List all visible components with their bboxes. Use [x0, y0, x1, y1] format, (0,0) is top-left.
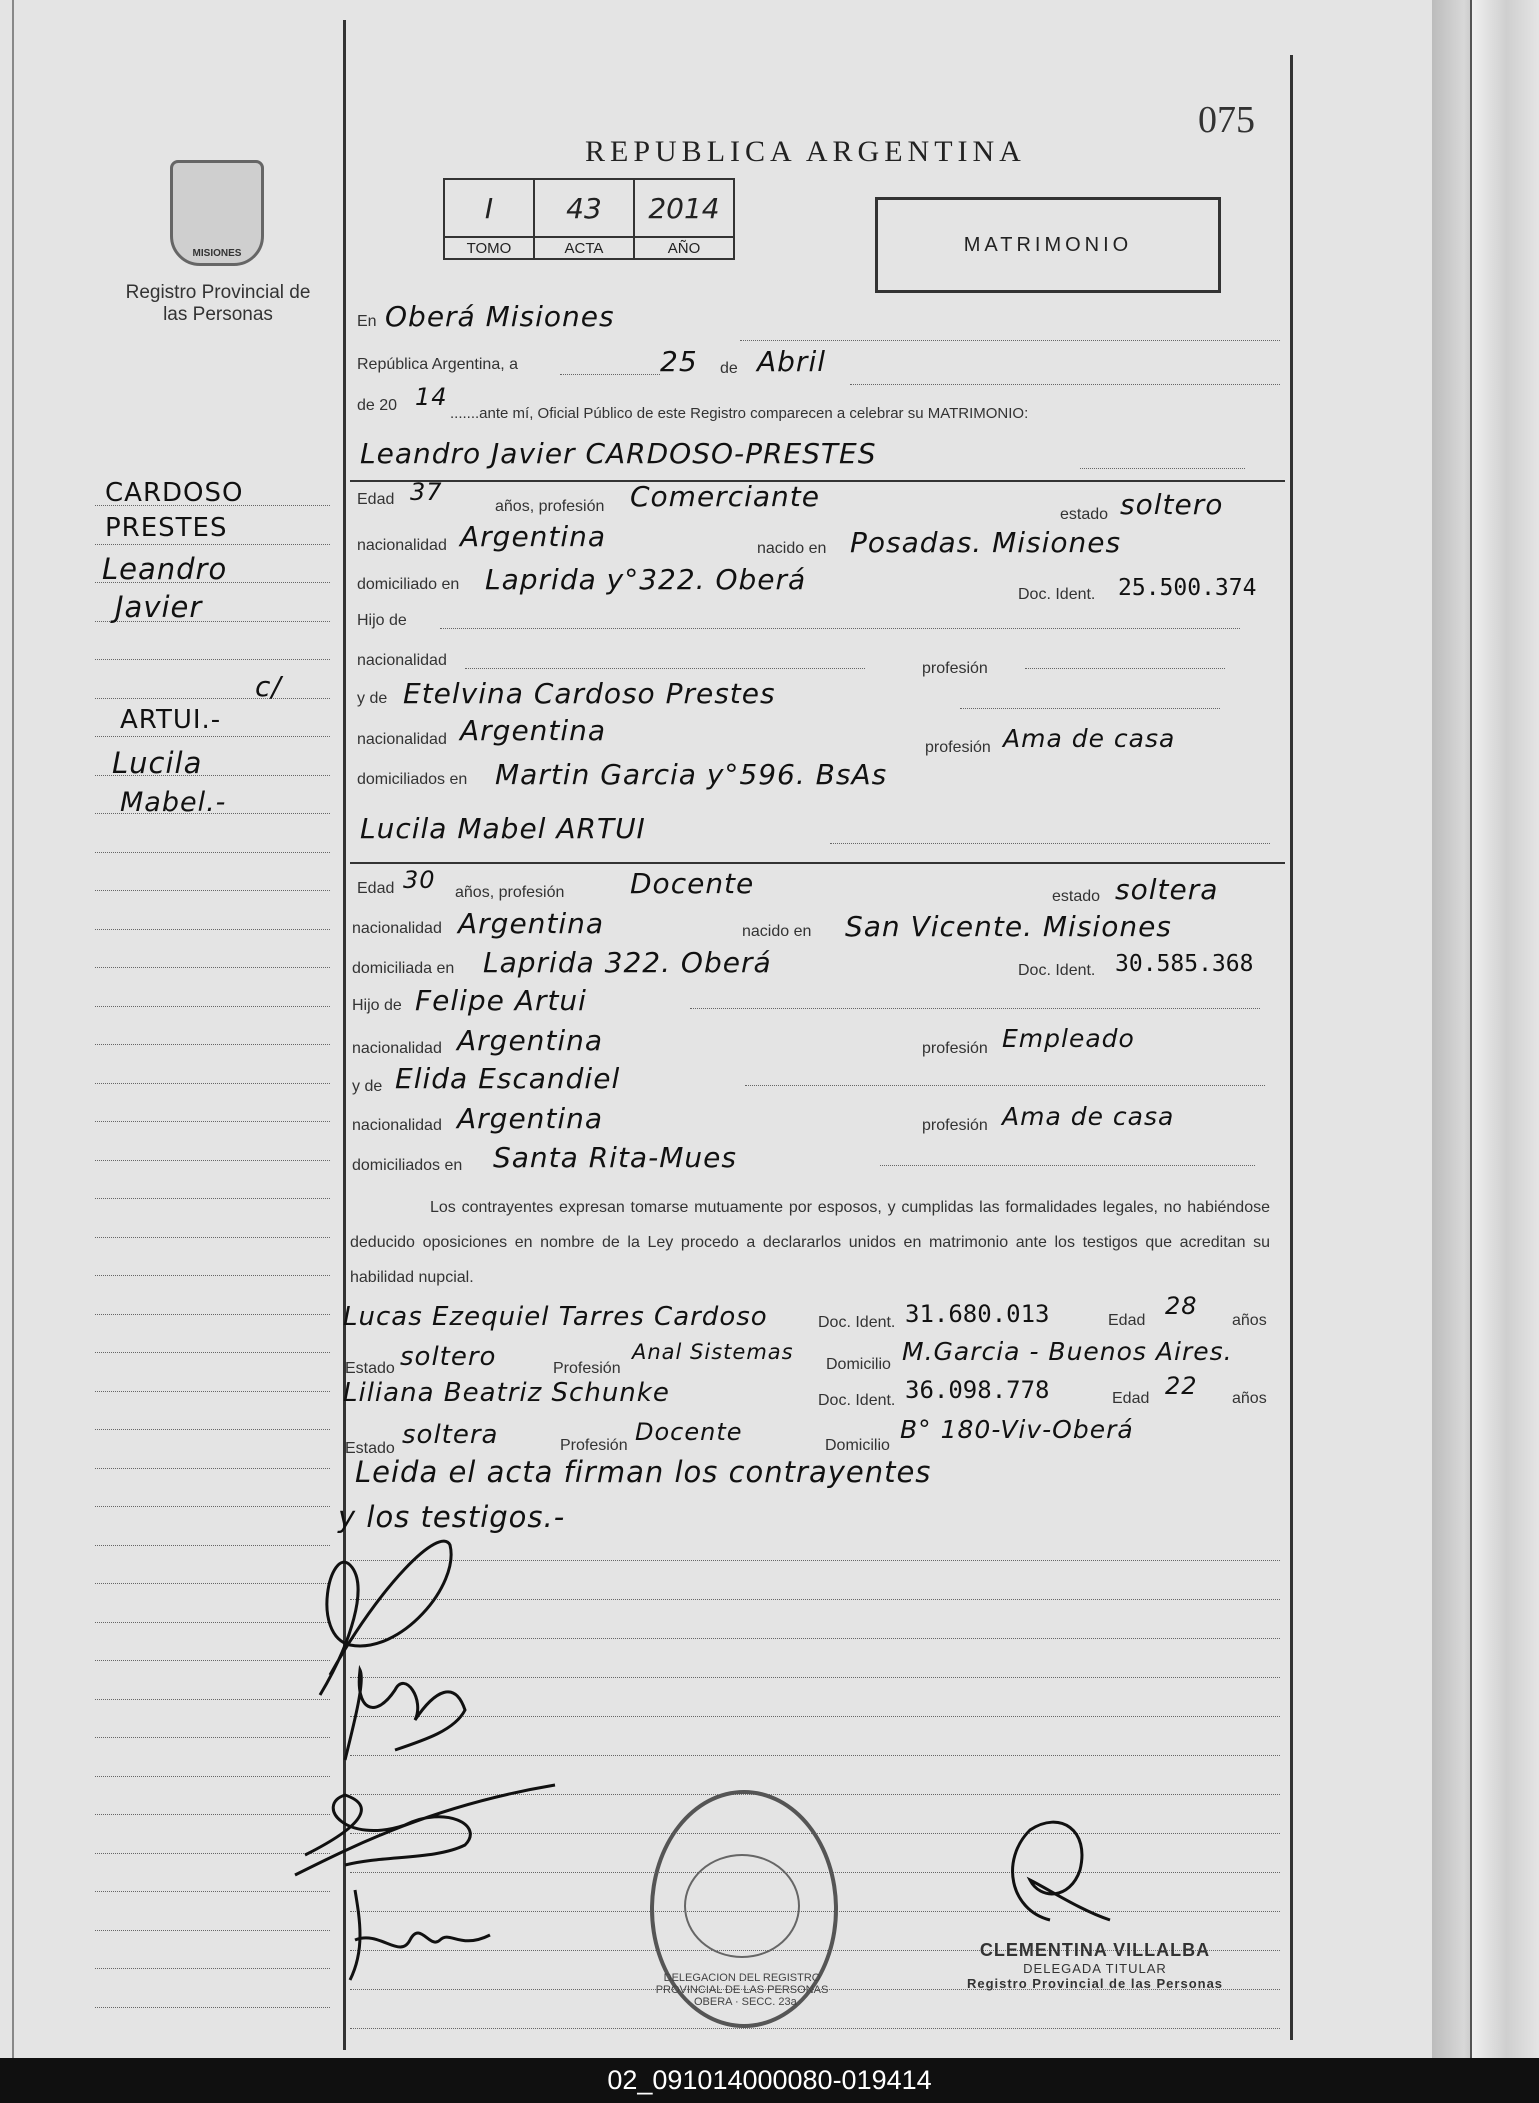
margin-ruled-line — [95, 1429, 330, 1431]
fill-line — [1025, 668, 1225, 670]
margin-ruled-line — [95, 967, 330, 969]
groom-domicilio-label: domiciliado en — [357, 576, 460, 593]
bride-father-prof-label: profesión — [922, 1040, 988, 1057]
official-org: Registro Provincial de las Personas — [966, 1976, 1224, 1991]
witness1-doc: 31.680.013 — [905, 1300, 1050, 1328]
margin-ruled-line — [95, 852, 330, 854]
bride-full-name: Lucila Mabel ARTUI — [360, 812, 646, 845]
witness1-name: Lucas Ezequiel Tarres Cardoso — [343, 1302, 768, 1332]
tomo-value: I — [444, 179, 534, 237]
bride-parents-dom-label: domiciliados en — [352, 1157, 463, 1174]
bride-yde-label: y de — [352, 1078, 383, 1095]
witness1-profession: Anal Sistemas — [632, 1340, 794, 1364]
margin-ruled-line — [95, 890, 330, 892]
country-title: REPUBLICA ARGENTINA — [585, 135, 1026, 168]
tomo-acta-table — [443, 178, 735, 260]
groom-address: Laprida y°322. Oberá — [485, 563, 807, 596]
acta-label: ACTA — [534, 237, 634, 259]
fill-line — [440, 628, 1240, 630]
bride-father: Felipe Artui — [415, 984, 587, 1017]
fill-line — [880, 1165, 1255, 1167]
year-prefix: de 20 — [357, 397, 398, 414]
bride-nationality: Argentina — [458, 907, 605, 940]
acta-value: 43 — [534, 179, 634, 237]
bride-mother: Elida Escandiel — [395, 1062, 621, 1095]
anio-label: AÑO — [634, 237, 734, 259]
margin-ampersand: c/ — [255, 670, 282, 703]
bride-domicilio-label: domiciliada en — [352, 960, 455, 977]
page-number: 075 — [1198, 99, 1255, 141]
official-signature — [990, 1810, 1120, 1930]
witness1-dom-label: Domicilio — [826, 1356, 891, 1373]
bride-doc: 30.585.368 — [1115, 951, 1254, 977]
groom-edad-label: Edad — [357, 491, 395, 508]
bride-father-nat: Argentina — [457, 1024, 604, 1057]
margin-bride-line-3: Mabel.- — [120, 787, 227, 818]
bride-mother-nat: Argentina — [457, 1102, 604, 1135]
groom-hijo-label: Hijo de — [357, 612, 407, 629]
witness1-prof-label: Profesión — [553, 1360, 621, 1377]
section-divider — [350, 862, 1285, 864]
bride-mother-prof: Ama de casa — [1002, 1102, 1175, 1131]
witness2-dom-label: Domicilio — [825, 1437, 890, 1454]
witness2-prof-label: Profesión — [560, 1437, 628, 1454]
witness1-address: M.Garcia - Buenos Aires. — [902, 1337, 1233, 1366]
groom-full-name: Leandro Javier CARDOSO-PRESTES — [360, 437, 877, 470]
declaration-text: Los contrayentes expresan tomarse mutuamente por esposos, y cumplidas las formalidades legales, no habiéndose deducido oposiciones en nombre de la Ley procedo a declararlos unidos en matrimonio ante los testigos que acreditan su habilidad nupcial. — [350, 1199, 1270, 1286]
groom-birthplace: Posadas. Misiones — [850, 526, 1122, 559]
bride-mother-nat-label: nacionalidad — [352, 1117, 442, 1134]
groom-nacido-label: nacido en — [757, 540, 827, 557]
groom-estado: soltero — [1120, 488, 1224, 521]
day-value: 25 — [660, 345, 698, 378]
right-frame-line — [1290, 55, 1293, 2040]
fill-line — [560, 374, 660, 376]
witness2-estado: soltera — [402, 1420, 499, 1450]
groom-father-nat-label: nacionalidad — [357, 652, 447, 669]
month-value: Abril — [757, 345, 826, 378]
bride-estado: soltera — [1115, 873, 1219, 906]
seal-emblem — [684, 1854, 800, 1958]
margin-ruled-line — [95, 1237, 330, 1239]
witness2-doc: 36.098.778 — [905, 1376, 1050, 1404]
margin-groom-line-2: PRESTES — [105, 513, 228, 543]
groom-parents-address: Martin Garcia y°596. BsAs — [495, 758, 888, 791]
bride-birthplace: San Vicente. Misiones — [845, 910, 1172, 943]
witness2-age: 22 — [1165, 1372, 1198, 1400]
bride-age: 30 — [403, 866, 436, 894]
province-logo — [170, 160, 264, 266]
margin-ruled-line — [95, 1468, 330, 1470]
witness2-doc-label: Doc. Ident. — [818, 1392, 896, 1409]
margin-ruled-line — [95, 1083, 330, 1085]
bride-edad-label: Edad — [357, 880, 395, 897]
groom-mother-prof-label: profesión — [925, 739, 991, 756]
groom-age: 37 — [410, 478, 443, 506]
groom-yde-label: y de — [357, 690, 388, 707]
bride-father-nat-label: nacionalidad — [352, 1040, 442, 1057]
margin-ruled-line — [95, 1930, 330, 1932]
tomo-label: TOMO — [444, 237, 534, 259]
groom-mother-nat-label: nacionalidad — [357, 731, 447, 748]
bride-anos-profesion: años, profesión — [455, 884, 565, 901]
groom-profession: Comerciante — [630, 480, 820, 513]
witness1-anos: años — [1232, 1312, 1267, 1329]
oficial-text: .......ante mí, Oficial Público de este Registro comparecen a celebrar su MATRIMONIO: — [450, 405, 1029, 422]
bride-nacido-label: nacido en — [742, 923, 812, 940]
republica-label: República Argentina, a — [357, 356, 518, 373]
footer-id: 02_091014000080-019414 — [0, 2058, 1539, 2103]
witness1-edad-label: Edad — [1108, 1312, 1146, 1329]
groom-nacionalidad-label: nacionalidad — [357, 537, 447, 554]
witness1-estado-label: Estado — [345, 1360, 395, 1377]
official-block — [960, 1940, 1230, 1991]
margin-ruled-line — [95, 1352, 330, 1354]
year-suffix: 14 — [415, 383, 448, 411]
margin-ruled-line — [95, 1160, 330, 1162]
witness2-name: Liliana Beatriz Schunke — [343, 1378, 670, 1408]
witness2-edad-label: Edad — [1112, 1390, 1150, 1407]
logo-text: MISIONES — [192, 248, 242, 259]
official-title: DELEGADA TITULAR — [1023, 1961, 1167, 1976]
fill-line — [465, 668, 865, 670]
signature-4 — [340, 1880, 500, 1990]
closing-line-2: y los testigos.- — [338, 1500, 566, 1534]
fill-line — [1080, 468, 1245, 470]
binder-edge — [1470, 0, 1539, 2058]
margin-ruled-line — [95, 544, 330, 546]
margin-ruled-line — [95, 1198, 330, 1200]
fill-line — [850, 384, 1280, 386]
signature-3 — [285, 1765, 575, 1895]
bride-nacionalidad-label: nacionalidad — [352, 920, 442, 937]
record-type-box: MATRIMONIO — [875, 197, 1221, 293]
margin-ruled-line — [95, 1121, 330, 1123]
body-ruled-line — [350, 2028, 1280, 2030]
margin-ruled-line — [95, 1391, 330, 1393]
witness2-estado-label: Estado — [345, 1440, 395, 1457]
margin-ruled-line — [95, 1506, 330, 1508]
groom-mother: Etelvina Cardoso Prestes — [403, 677, 776, 710]
bride-profession: Docente — [630, 867, 755, 900]
margin-ruled-line — [95, 1006, 330, 1008]
margin-ruled-line — [95, 1737, 330, 1739]
bride-parents-address: Santa Rita-Mues — [493, 1141, 737, 1174]
fill-line — [745, 1085, 1265, 1087]
groom-parents-dom-label: domiciliados en — [357, 771, 468, 788]
groom-doc-label: Doc. Ident. — [1018, 586, 1096, 603]
groom-doc: 25.500.374 — [1118, 575, 1257, 601]
margin-ruled-line — [95, 659, 330, 661]
page-margin-line — [12, 0, 14, 2058]
margin-groom-line-3: Leandro — [102, 552, 228, 586]
closing-line-1: Leida el acta firman los contrayentes — [355, 1455, 932, 1489]
margin-bride-line-1: ARTUI.- — [120, 705, 222, 735]
witness1-doc-label: Doc. Ident. — [818, 1314, 896, 1331]
en-label: En — [357, 313, 377, 330]
groom-father-prof-label: profesión — [922, 660, 988, 677]
bride-hijo-label: Hijo de — [352, 997, 402, 1014]
witness1-age: 28 — [1165, 1292, 1198, 1320]
fill-line — [690, 1008, 1260, 1010]
signature-2 — [335, 1660, 505, 1780]
bride-address: Laprida 322. Oberá — [483, 946, 772, 979]
margin-groom-line-1: CARDOSO — [105, 478, 244, 508]
margin-ruled-line — [95, 736, 330, 738]
witness2-anos: años — [1232, 1390, 1267, 1407]
margin-ruled-line — [95, 2007, 330, 2009]
place-value: Oberá Misiones — [385, 300, 615, 333]
groom-anos-profesion: años, profesión — [495, 498, 605, 515]
groom-nationality: Argentina — [460, 520, 607, 553]
bride-mother-prof-label: profesión — [922, 1117, 988, 1134]
bride-father-prof: Empleado — [1002, 1024, 1135, 1053]
witness2-profession: Docente — [635, 1418, 743, 1446]
groom-estado-label: estado — [1060, 506, 1109, 523]
official-name: CLEMENTINA VILLALBA — [979, 1940, 1211, 1960]
margin-bride-line-2: Lucila — [112, 746, 203, 780]
de-label: de — [720, 360, 738, 377]
witness1-estado: soltero — [400, 1342, 497, 1372]
anio-value: 2014 — [634, 179, 734, 237]
groom-mother-prof: Ama de casa — [1003, 724, 1176, 753]
margin-ruled-line — [95, 929, 330, 931]
registry-name: Registro Provincial de las Personas — [125, 282, 311, 325]
fill-line — [830, 843, 1270, 845]
margin-ruled-line — [95, 1275, 330, 1277]
margin-groom-line-4: Javier — [115, 590, 203, 624]
margin-ruled-line — [95, 1968, 330, 1970]
fill-line — [960, 708, 1220, 710]
margin-ruled-line — [95, 1044, 330, 1046]
seal-text: DELEGACION DEL REGISTRO PROVINCIAL DE LAS PERSONAS · OBERA · SECC. 23a — [655, 1972, 829, 2008]
margin-ruled-line — [95, 1314, 330, 1316]
fill-line — [740, 340, 1280, 342]
groom-mother-nat: Argentina — [460, 714, 607, 747]
witness2-address: B° 180-Viv-Oberá — [900, 1415, 1134, 1444]
official-seal — [650, 1790, 838, 2028]
bride-estado-label: estado — [1052, 888, 1101, 905]
bride-doc-label: Doc. Ident. — [1018, 962, 1096, 979]
margin-ruled-line — [95, 698, 330, 700]
